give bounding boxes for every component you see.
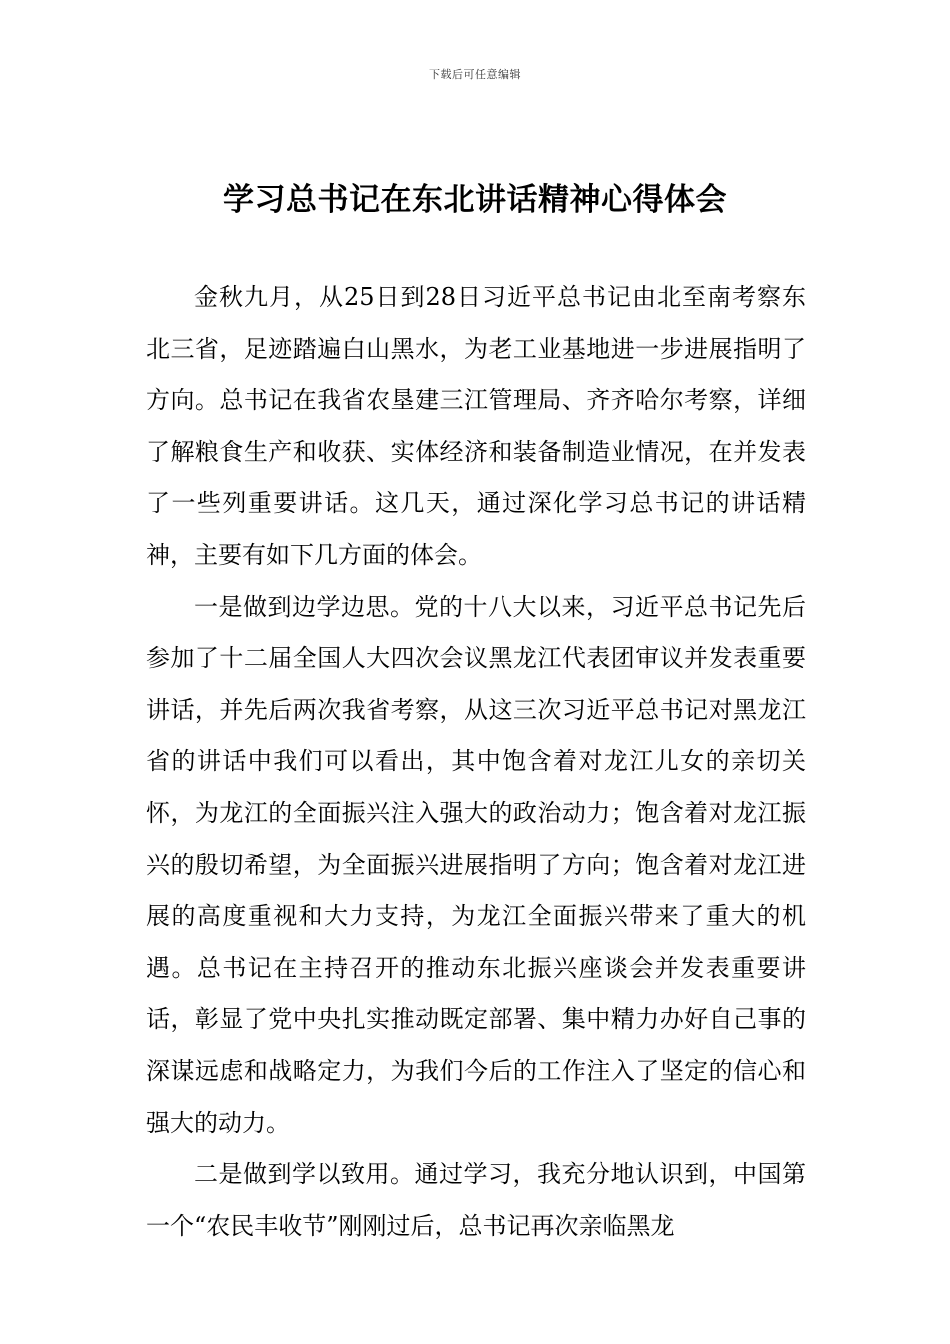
document-title: 学习总书记在东北讲话精神心得体会 <box>223 182 727 218</box>
document-body <box>146 272 806 1252</box>
paragraph-intro: 金秋九月，从25日到28日习近平总书记由北至南考察东北三省，足迹踏遍白山黑水，为老工业基地进一步进展指明了方向。总书记在我省农垦建三江管理局、齐齐哈尔考察，详细了解粮食生产和收获、实体经济和装备制造业情况，在并发表了一些列重要讲话。这几天，通过深化学习总书记的讲话精神，主要有如下几方面的体会。 <box>146 283 806 569</box>
paragraph-point-two: 二是做到学以致用。通过学习，我充分地认识到，中国第一个“农民丰收节”刚刚过后，总书记再次亲临黑龙 <box>146 1160 806 1240</box>
page-header-note: 下载后可任意编辑 <box>429 68 521 81</box>
paragraph-point-one: 一是做到边学边思。党的十八大以来，习近平总书记先后参加了十二届全国人大四次会议黑龙江代表团审议并发表重要讲话，并先后两次我省考察，从这三次习近平总书记对黑龙江省的讲话中我们可以看出，其中饱含着对龙江儿女的亲切关怀，为龙江的全面振兴注入强大的政治动力；饱含着对龙江振兴的殷切希望，为全面振兴进展指明了方向；饱含着对龙江进展的高度重视和大力支持，为龙江全面振兴带来了重大的机遇。总书记在主持召开的推动东北振兴座谈会并发表重要讲话，彰显了党中央扎实推动既定部署、集中精力办好自己事的深谋远虑和战略定力，为我们今后的工作注入了坚定的信心和强大的动力。 <box>146 592 806 1137</box>
